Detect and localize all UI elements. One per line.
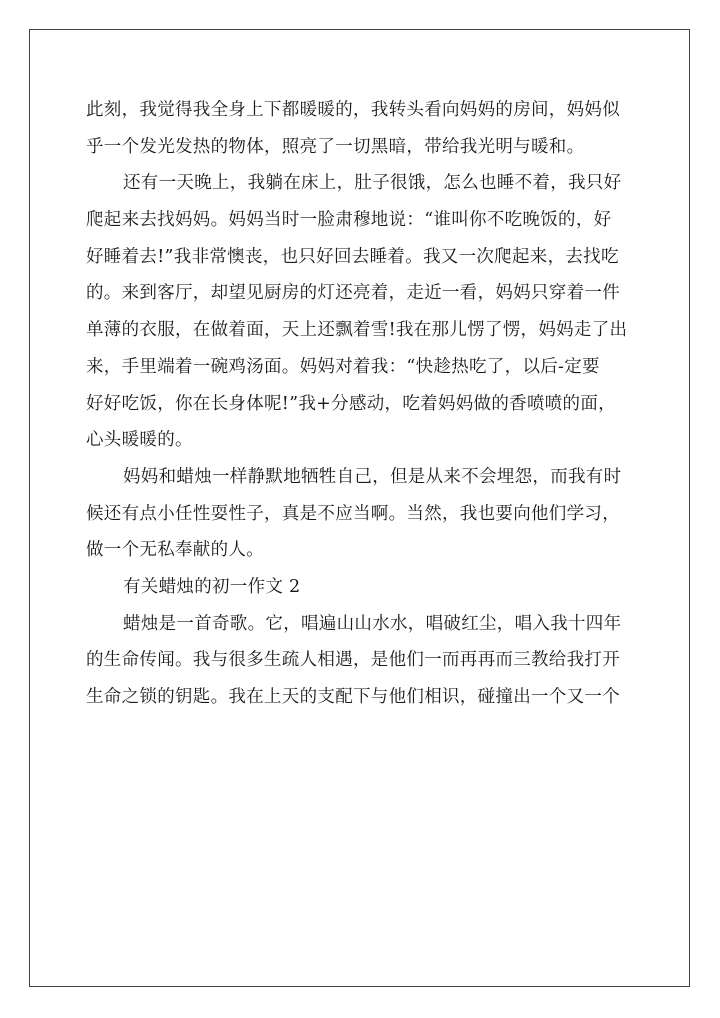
text-line: 心头暖暖的。 (86, 430, 193, 451)
document-body (86, 92, 636, 716)
text-line: 还有一天晚上，我躺在床上，肚子很饿，怎么也睡不着，我只好 (123, 173, 622, 194)
text-line: 生命之锁的钥匙。我在上天的支配下与他们相识，碰撞出一个又一个 (86, 687, 620, 707)
text-line: 候还有点小任性耍性子，真是不应当啊。当然，我也要向他们学习， (86, 503, 620, 524)
text-line: 好睡着去!”我非常懊丧，也只好回去睡着。我又一次爬起来，去找吃 (86, 246, 619, 267)
text-line: 的生命传闻。我与很多生疏人相遇，是他们一而再再而三教给我打开 (86, 650, 620, 671)
text-line: 此刻，我觉得我全身上下都暖暖的，我转头看向妈妈的房间，妈妈似 (86, 100, 620, 120)
text-line: 好好吃饭，你在长身体呢!”我+分感动，吃着妈妈做的香喷喷的面， (86, 393, 616, 414)
text-line: 有关蜡烛的初一作文 2 (123, 576, 301, 597)
text-line: 蜡烛是一首奇歌。它，唱遍山山水水，唱破红尘，唱入我十四年 (123, 613, 622, 634)
text-line: 爬起来去找妈妈。妈妈当时一脸肃穆地说：“谁叫你不吃晚饭的，好 (86, 210, 612, 231)
text-line: 乎一个发光发热的物体，照亮了一切黑暗，带给我光明与暖和。 (86, 136, 585, 157)
text-line: 做一个无私奉献的人。 (86, 540, 264, 561)
text-line: 的。来到客厅，却望见厨房的灯还亮着，走近一看，妈妈只穿着一件 (86, 283, 620, 304)
text-line: 单薄的衣服，在做着面，天上还飘着雪!我在那儿愣了愣，妈妈走了出 (86, 320, 628, 341)
text-line: 妈妈和蜡烛一样静默地牺牲自己，但是从来不会埋怨，而我有时 (123, 466, 622, 487)
text-line: 来，手里端着一碗鸡汤面。妈妈对着我：“快趁热吃了，以后-定要 (86, 356, 600, 377)
